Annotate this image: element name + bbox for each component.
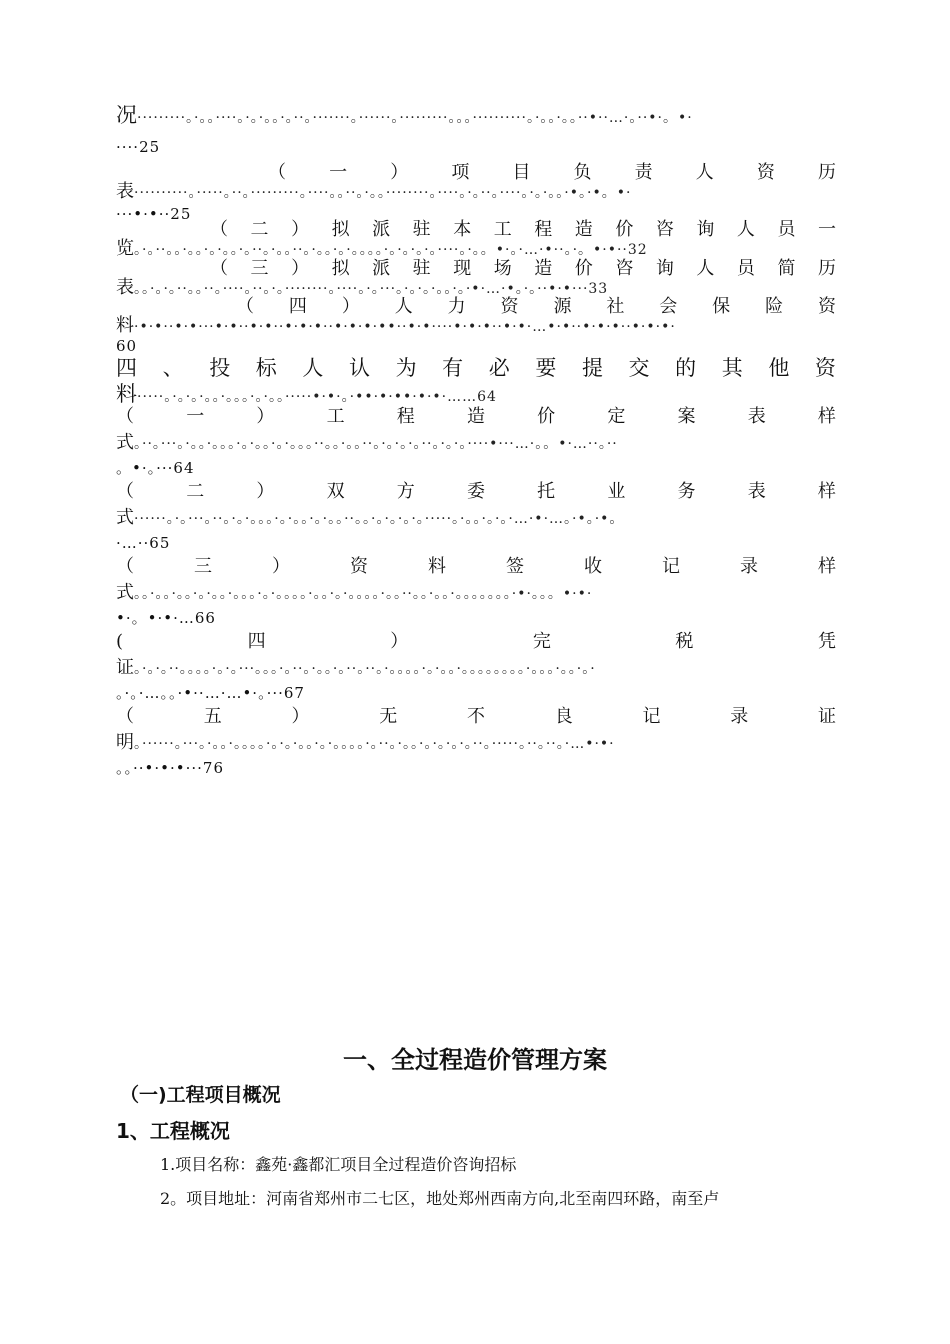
toc-leader-dots: 。······。···。·。。·。。。。·。·。·。。·。·。。。。·。··。·。。·。·。·。·。··。·····。··。··。·…•·•·: [134, 736, 615, 752]
toc-char: （: [210, 258, 228, 279]
toc-entry-leader: [116, 383, 836, 408]
toc-label: 式: [116, 582, 134, 603]
toc-char: 样: [818, 556, 836, 577]
toc-char: 样: [817, 481, 836, 502]
toc-char: 认: [348, 356, 370, 380]
toc-char: 录: [740, 556, 758, 577]
toc-char: 工: [326, 406, 345, 427]
toc-char: 要: [535, 356, 557, 380]
toc-char: （: [116, 481, 134, 502]
toc-leader-dots: ·•·•··•·•···•·•··•·•··•·•·•··•·•·•·••··•·•····•·•·•··•·•·…•·•··•·•·•··•·•·•·: [134, 319, 676, 335]
toc-page-number: ·…··65: [116, 534, 171, 552]
paragraph-project-address: 2。项目地址：河南省郑州市二七区，地处郑州西南方向,北至南四环路，南至卢: [160, 1189, 720, 1208]
toc-char: 税: [675, 631, 694, 652]
toc-char: 二: [250, 219, 269, 240]
toc-char: （: [210, 219, 228, 240]
toc-char: 案: [677, 406, 696, 427]
toc-entry-leader: [116, 582, 836, 605]
toc-char: 的: [675, 356, 697, 380]
toc-label: 表: [116, 277, 134, 298]
toc-char: 负: [573, 162, 592, 183]
toc-char: 其: [721, 356, 743, 380]
toc-leader-dots: ······。·。···。··。·。·。。。·。·。。·。·。。··。。·。·。·。·。·····。·。。·。·。·…·•·…。·•。·•。: [134, 511, 625, 527]
toc-char: 造: [574, 219, 593, 240]
toc-char: 不: [467, 706, 485, 727]
toc-leader-dots: 。。·。。·。。·。·。。·。。。·。·。。。。·。。·。·。。。。·。。··。。·。。·。。。。。。。·•·。。。•·•·: [134, 586, 593, 602]
toc-char: 一: [186, 406, 205, 427]
toc-entry-leader: [116, 732, 836, 755]
toc-char: ）: [390, 162, 409, 183]
toc-entry-chars: [116, 631, 836, 653]
toc-char: 有: [442, 356, 464, 380]
toc-char: 源: [553, 296, 572, 317]
toc-char: 良: [554, 706, 573, 727]
toc-char: （: [236, 296, 254, 317]
toc-char: 交: [628, 356, 650, 380]
toc-char: 凭: [818, 631, 836, 652]
toc-leader-dots: ·····。·。·。·。。·。。。·。·。。·····•·•·。·••·•·••·•·•·……64: [137, 389, 497, 405]
toc-char: ）: [256, 406, 275, 427]
toc-char: 他: [768, 356, 790, 380]
toc-label: 料: [116, 315, 134, 336]
toc-char: 保: [712, 296, 731, 317]
toc-char: 样: [817, 406, 836, 427]
toc-char: 咨: [615, 258, 634, 279]
toc-char: 资: [350, 556, 368, 577]
toc-char: 委: [466, 481, 485, 502]
toc-entry-chars: [116, 406, 836, 428]
toc-entry-chars: [116, 706, 836, 728]
toc-char: 表: [747, 481, 766, 502]
toc-entry-chars: [116, 556, 836, 578]
toc-leader-dots: ··········。·····。··。·········。····。。··。·。。········。····。·。··。····。·。·。。·•。·•。•·: [134, 185, 632, 201]
toc-char: （: [116, 706, 134, 727]
toc-char: 造: [534, 258, 553, 279]
toc-char: 三: [250, 258, 269, 279]
toc-char: 程: [534, 219, 553, 240]
section-heading: 1、工程概况: [116, 1119, 230, 1143]
toc-entry-chars: [116, 355, 836, 381]
toc-char: 一: [817, 219, 836, 240]
toc-char: 派: [372, 219, 391, 240]
toc-char: 驻: [412, 258, 431, 279]
toc-entry-leader: [116, 432, 836, 455]
toc-char: 提: [581, 356, 603, 380]
toc-char: 询: [655, 258, 674, 279]
toc-leader-dots: ·········。·。。····。·。·。。·。··。·······。······。·········。。。··········。·。。·。。··•··…·。··•·。•·: [137, 110, 693, 126]
toc-char: (: [116, 631, 124, 652]
toc-label: 式: [116, 507, 134, 528]
toc-char: 价: [574, 258, 593, 279]
toc-char: ）: [291, 258, 310, 279]
toc-char: 五: [203, 706, 222, 727]
toc-char: ）: [291, 706, 310, 727]
toc-char: 完: [532, 631, 551, 652]
toc-char: 方: [396, 481, 415, 502]
toc-leader-dots: 。·。··。。·。。·。·。。·。··。·。。··。·。。·。·。。。。·。·。·。·。····。·。。•·。·…·•··。·。•·•··32: [134, 242, 648, 258]
toc-char: 简: [777, 258, 796, 279]
toc-char: 人: [302, 356, 324, 380]
toc-char: 询: [696, 219, 715, 240]
toc-label: 料: [116, 383, 137, 406]
toc-char: ）: [256, 481, 275, 502]
toc-page-number: ····25: [116, 138, 161, 156]
toc-char: 托: [537, 481, 556, 502]
paragraph-project-name: 1.项目名称：鑫苑·鑫都汇项目全过程造价咨询招标: [160, 1155, 517, 1174]
toc-char: 记: [662, 556, 680, 577]
toc-char: 价: [615, 219, 634, 240]
toc-char: 力: [447, 296, 466, 317]
toc-entry-leader: [116, 181, 836, 204]
toc-char: 必: [488, 356, 510, 380]
toc-leader-dots: 。。·。·。··。。··。····。··。·。········。····。·。···。·。·。·。。·。·•·…·•。·。··•·•···33: [134, 281, 609, 297]
toc-char: 资: [814, 356, 836, 380]
toc-char: （: [268, 162, 286, 183]
toc-char: 签: [506, 556, 524, 577]
toc-char: 目: [512, 162, 531, 183]
toc-page-number: ···•·•··25: [116, 205, 192, 223]
toc-char: ）: [390, 631, 409, 652]
toc-char: 标: [255, 356, 277, 380]
toc-char: 四: [247, 631, 266, 652]
toc-char: 工: [493, 219, 512, 240]
toc-entry-leader: [116, 657, 836, 680]
toc-char: 收: [584, 556, 602, 577]
toc-leader-dots: 。·。·。··。。。。·。·。···。。。·。··。·。。·。··。··。·。。。。·。·。。·。。。。。。。。·。。。·。。·。·: [134, 661, 596, 677]
toc-char: 场: [493, 258, 512, 279]
toc-page-number: •·。•·•·…66: [116, 609, 216, 627]
toc-char: 资: [500, 296, 519, 317]
toc-char: 双: [326, 481, 345, 502]
toc-char: 务: [677, 481, 696, 502]
toc-char: 历: [817, 258, 836, 279]
toc-char: 社: [606, 296, 625, 317]
toc-entry-leader: [116, 507, 836, 530]
toc-char: ）: [272, 556, 290, 577]
toc-entry-chars: [116, 481, 836, 503]
toc-char: 录: [730, 706, 749, 727]
section-subtitle: （一)工程项目概况: [120, 1084, 281, 1106]
toc-char: 记: [642, 706, 661, 727]
page-title: 一、全过程造价管理方案: [343, 1046, 607, 1074]
toc-char: ）: [291, 219, 310, 240]
toc-char: 四: [288, 296, 307, 317]
toc-char: 历: [817, 162, 836, 183]
toc-label: 况: [116, 104, 137, 127]
toc-label: 表: [116, 181, 134, 202]
toc-label: 明: [116, 732, 134, 753]
toc-page-number: 。·。·…。。·•··…·…•·。···67: [116, 684, 305, 702]
toc-char: 三: [194, 556, 212, 577]
toc-char: 程: [396, 406, 415, 427]
toc-char: 本: [453, 219, 472, 240]
toc-page-number: 60: [116, 337, 138, 355]
toc-char: 人: [394, 296, 413, 317]
toc-label: 式: [116, 432, 134, 453]
toc-char: 员: [777, 219, 796, 240]
toc-char: 责: [634, 162, 653, 183]
toc-char: 料: [428, 556, 446, 577]
toc-char: 人: [736, 219, 755, 240]
toc-char: 四: [116, 356, 137, 380]
toc-char: 人: [695, 162, 714, 183]
toc-char: 一: [329, 162, 348, 183]
toc-page-number: 。•·。···64: [116, 459, 195, 477]
toc-char: 会: [659, 296, 678, 317]
toc-char: 拟: [331, 219, 350, 240]
toc-char: 资: [817, 296, 836, 317]
toc-char: 投: [209, 356, 231, 380]
toc-char: 资: [756, 162, 775, 183]
toc-leader-dots: 。··。···。·。。·。。。·。·。。·。·。。。··。。·。。··。·。·。·。··。·。·。····•···…·。。•·…··。··: [134, 436, 618, 452]
toc-char: 咨: [655, 219, 674, 240]
toc-char: （: [116, 556, 134, 577]
toc-char: 表: [747, 406, 766, 427]
toc-char: 险: [765, 296, 784, 317]
toc-char: 业: [607, 481, 626, 502]
toc-char: 二: [186, 481, 205, 502]
toc-char: 人: [696, 258, 715, 279]
toc-char: 、: [162, 356, 184, 380]
toc-label: 览: [116, 238, 134, 259]
toc-char: 驻: [412, 219, 431, 240]
toc-entry-continued: [116, 104, 836, 129]
toc-char: 项: [451, 162, 470, 183]
toc-page-number: 。。··•·•·•···76: [116, 759, 225, 777]
toc-char: （: [116, 406, 134, 427]
toc-label: 证: [116, 657, 134, 678]
toc-char: 定: [607, 406, 626, 427]
toc-char: 造: [466, 406, 485, 427]
toc-char: 价: [537, 406, 556, 427]
toc-char: 派: [372, 258, 391, 279]
toc-char: ）: [341, 296, 360, 317]
toc-char: 员: [736, 258, 755, 279]
toc-char: 无: [379, 706, 398, 727]
toc-char: 现: [453, 258, 472, 279]
toc-char: 证: [818, 706, 836, 727]
toc-char: 为: [395, 356, 417, 380]
toc-char: 拟: [331, 258, 350, 279]
